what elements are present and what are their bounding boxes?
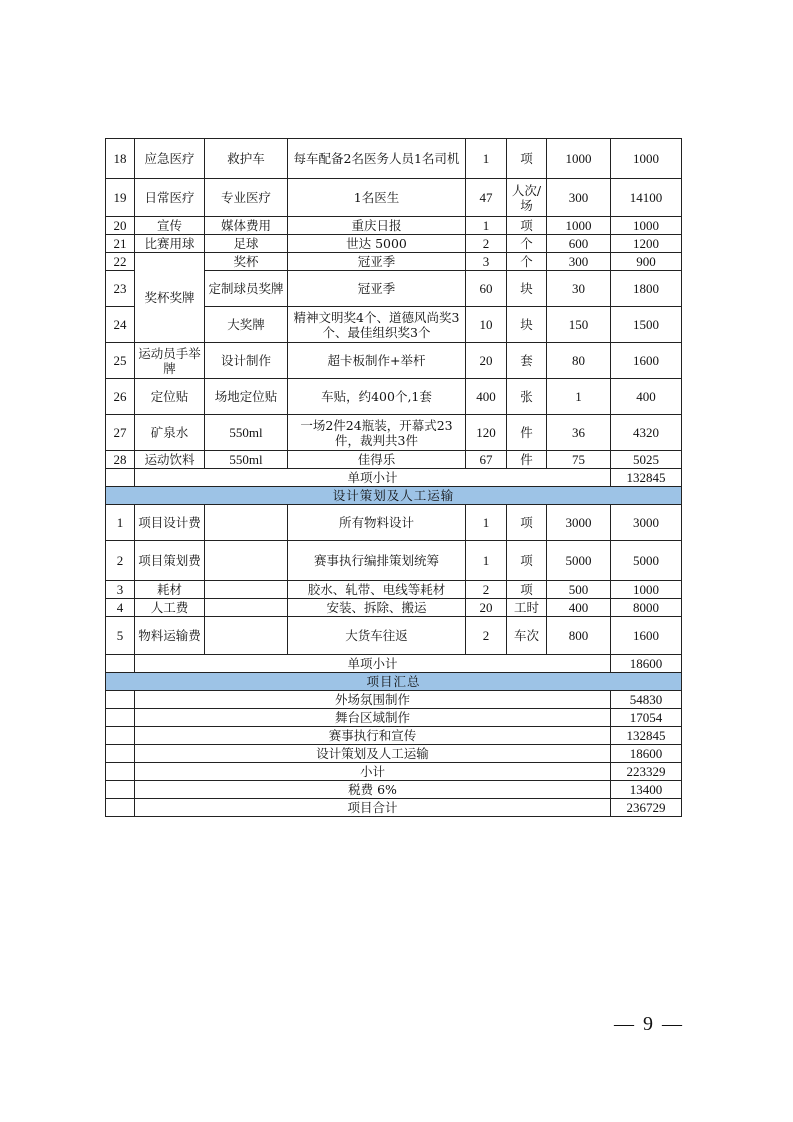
empty-cell xyxy=(106,745,135,763)
total-cell: 1800 xyxy=(611,271,682,307)
unit-cell: 件 xyxy=(507,451,547,469)
table-row xyxy=(106,617,682,655)
table-row xyxy=(106,217,682,235)
item-cell: 550ml xyxy=(205,451,288,469)
table-row xyxy=(106,415,682,451)
item-cell: 场地定位贴 xyxy=(205,379,288,415)
empty-cell xyxy=(106,781,135,799)
category-cell: 人工费 xyxy=(135,599,205,617)
qty-cell: 3 xyxy=(466,253,507,271)
category-cell: 日常医疗 xyxy=(135,179,205,217)
subtotal-label: 单项小计 xyxy=(135,469,611,487)
row-number: 20 xyxy=(106,217,135,235)
total-cell: 400 xyxy=(611,379,682,415)
unit-cell: 个 xyxy=(507,235,547,253)
table-row xyxy=(106,379,682,415)
item-cell xyxy=(205,581,288,599)
spec-cell: 所有物料设计 xyxy=(288,505,466,541)
qty-cell: 10 xyxy=(466,307,507,343)
row-number: 5 xyxy=(106,617,135,655)
category-cell: 奖杯奖牌 xyxy=(135,253,205,343)
section-header-row xyxy=(106,673,682,691)
summary-label: 项目合计 xyxy=(135,799,611,817)
total-cell: 1000 xyxy=(611,217,682,235)
budget-table xyxy=(105,138,682,817)
item-cell: 专业医疗 xyxy=(205,179,288,217)
table-row xyxy=(106,343,682,379)
summary-label: 舞台区域制作 xyxy=(135,709,611,727)
section-title: 设计策划及人工运输 xyxy=(106,487,682,505)
price-cell: 300 xyxy=(547,179,611,217)
unit-cell: 套 xyxy=(507,343,547,379)
summary-row xyxy=(106,745,682,763)
spec-cell: 每车配备2名医务人员1名司机 xyxy=(288,139,466,179)
summary-row xyxy=(106,799,682,817)
total-cell: 1600 xyxy=(611,617,682,655)
price-cell: 75 xyxy=(547,451,611,469)
unit-cell: 人次/场 xyxy=(507,179,547,217)
unit-cell: 工时 xyxy=(507,599,547,617)
summary-label: 小计 xyxy=(135,763,611,781)
unit-cell: 项 xyxy=(507,541,547,581)
row-number: 28 xyxy=(106,451,135,469)
section-header-row xyxy=(106,487,682,505)
row-number: 1 xyxy=(106,505,135,541)
price-cell: 300 xyxy=(547,253,611,271)
empty-cell xyxy=(106,799,135,817)
qty-cell: 67 xyxy=(466,451,507,469)
empty-cell xyxy=(106,727,135,745)
item-cell: 定制球员奖牌 xyxy=(205,271,288,307)
row-number: 27 xyxy=(106,415,135,451)
qty-cell: 120 xyxy=(466,415,507,451)
qty-cell: 400 xyxy=(466,379,507,415)
row-number: 19 xyxy=(106,179,135,217)
total-cell: 3000 xyxy=(611,505,682,541)
category-cell: 定位贴 xyxy=(135,379,205,415)
summary-label: 设计策划及人工运输 xyxy=(135,745,611,763)
unit-cell: 件 xyxy=(507,415,547,451)
table-row xyxy=(106,541,682,581)
table-row xyxy=(106,235,682,253)
unit-cell: 项 xyxy=(507,217,547,235)
qty-cell: 20 xyxy=(466,599,507,617)
price-cell: 36 xyxy=(547,415,611,451)
price-cell: 80 xyxy=(547,343,611,379)
category-cell: 应急医疗 xyxy=(135,139,205,179)
item-cell: 550ml xyxy=(205,415,288,451)
total-cell: 8000 xyxy=(611,599,682,617)
item-cell: 足球 xyxy=(205,235,288,253)
subtotal-value: 132845 xyxy=(611,469,682,487)
unit-cell: 块 xyxy=(507,271,547,307)
row-number: 2 xyxy=(106,541,135,581)
summary-row xyxy=(106,691,682,709)
qty-cell: 1 xyxy=(466,505,507,541)
table-row xyxy=(106,581,682,599)
spec-cell: 冠亚季 xyxy=(288,253,466,271)
category-cell: 耗材 xyxy=(135,581,205,599)
summary-value: 223329 xyxy=(611,763,682,781)
summary-value: 13400 xyxy=(611,781,682,799)
summary-value: 236729 xyxy=(611,799,682,817)
total-cell: 4320 xyxy=(611,415,682,451)
price-cell: 1000 xyxy=(547,139,611,179)
row-number: 4 xyxy=(106,599,135,617)
price-cell: 150 xyxy=(547,307,611,343)
spec-cell: 超卡板制作+举杆 xyxy=(288,343,466,379)
category-cell: 矿泉水 xyxy=(135,415,205,451)
total-cell: 5000 xyxy=(611,541,682,581)
qty-cell: 2 xyxy=(466,581,507,599)
price-cell: 3000 xyxy=(547,505,611,541)
subtotal-row xyxy=(106,469,682,487)
qty-cell: 60 xyxy=(466,271,507,307)
spec-cell: 1名医生 xyxy=(288,179,466,217)
spec-cell: 冠亚季 xyxy=(288,271,466,307)
price-cell: 600 xyxy=(547,235,611,253)
price-cell: 30 xyxy=(547,271,611,307)
row-number: 25 xyxy=(106,343,135,379)
table-row xyxy=(106,599,682,617)
item-cell: 奖杯 xyxy=(205,253,288,271)
row-number: 24 xyxy=(106,307,135,343)
unit-cell: 块 xyxy=(507,307,547,343)
table-row xyxy=(106,451,682,469)
row-number: 21 xyxy=(106,235,135,253)
qty-cell: 2 xyxy=(466,235,507,253)
category-cell: 项目设计费 xyxy=(135,505,205,541)
qty-cell: 47 xyxy=(466,179,507,217)
category-cell: 宣传 xyxy=(135,217,205,235)
item-cell xyxy=(205,541,288,581)
row-number: 3 xyxy=(106,581,135,599)
unit-cell: 张 xyxy=(507,379,547,415)
empty-cell xyxy=(106,469,135,487)
item-cell: 救护车 xyxy=(205,139,288,179)
total-cell: 1500 xyxy=(611,307,682,343)
spec-cell: 赛事执行编排策划统筹 xyxy=(288,541,466,581)
summary-row xyxy=(106,763,682,781)
subtotal-value: 18600 xyxy=(611,655,682,673)
item-cell: 设计制作 xyxy=(205,343,288,379)
section-title: 项目汇总 xyxy=(106,673,682,691)
empty-cell xyxy=(106,763,135,781)
row-number: 23 xyxy=(106,271,135,307)
unit-cell: 项 xyxy=(507,139,547,179)
summary-label: 税费 6% xyxy=(135,781,611,799)
qty-cell: 2 xyxy=(466,617,507,655)
total-cell: 1600 xyxy=(611,343,682,379)
price-cell: 1 xyxy=(547,379,611,415)
category-cell: 运动饮料 xyxy=(135,451,205,469)
unit-cell: 项 xyxy=(507,581,547,599)
row-number: 18 xyxy=(106,139,135,179)
table-row xyxy=(106,253,682,271)
price-cell: 800 xyxy=(547,617,611,655)
spec-cell: 大货车往返 xyxy=(288,617,466,655)
unit-cell: 车次 xyxy=(507,617,547,655)
qty-cell: 1 xyxy=(466,217,507,235)
price-cell: 5000 xyxy=(547,541,611,581)
spec-cell: 佳得乐 xyxy=(288,451,466,469)
total-cell: 900 xyxy=(611,253,682,271)
item-cell xyxy=(205,505,288,541)
qty-cell: 1 xyxy=(466,541,507,581)
summary-value: 54830 xyxy=(611,691,682,709)
price-cell: 500 xyxy=(547,581,611,599)
qty-cell: 20 xyxy=(466,343,507,379)
price-cell: 1000 xyxy=(547,217,611,235)
total-cell: 1000 xyxy=(611,581,682,599)
total-cell: 1200 xyxy=(611,235,682,253)
category-cell: 物料运输费 xyxy=(135,617,205,655)
category-cell: 运动员手举牌 xyxy=(135,343,205,379)
unit-cell: 项 xyxy=(507,505,547,541)
summary-label: 外场氛围制作 xyxy=(135,691,611,709)
category-cell: 项目策划费 xyxy=(135,541,205,581)
spec-cell: 重庆日报 xyxy=(288,217,466,235)
unit-cell: 个 xyxy=(507,253,547,271)
subtotal-label: 单项小计 xyxy=(135,655,611,673)
summary-label: 赛事执行和宣传 xyxy=(135,727,611,745)
row-number: 22 xyxy=(106,253,135,271)
summary-row xyxy=(106,781,682,799)
total-cell: 14100 xyxy=(611,179,682,217)
price-cell: 400 xyxy=(547,599,611,617)
row-number: 26 xyxy=(106,379,135,415)
table-row xyxy=(106,179,682,217)
item-cell: 媒体费用 xyxy=(205,217,288,235)
item-cell: 大奖牌 xyxy=(205,307,288,343)
subtotal-row xyxy=(106,655,682,673)
summary-value: 17054 xyxy=(611,709,682,727)
qty-cell: 1 xyxy=(466,139,507,179)
spec-cell: 一场2件24瓶装，开幕式23件，裁判共3件 xyxy=(288,415,466,451)
table-row xyxy=(106,139,682,179)
empty-cell xyxy=(106,709,135,727)
total-cell: 5025 xyxy=(611,451,682,469)
summary-row xyxy=(106,727,682,745)
page-number: — 9 — xyxy=(614,1013,684,1035)
summary-value: 18600 xyxy=(611,745,682,763)
category-cell: 比赛用球 xyxy=(135,235,205,253)
spec-cell: 世达 5000 xyxy=(288,235,466,253)
spec-cell: 胶水、轧带、电线等耗材 xyxy=(288,581,466,599)
summary-value: 132845 xyxy=(611,727,682,745)
table-row xyxy=(106,505,682,541)
item-cell xyxy=(205,599,288,617)
spec-cell: 车贴，约400个,1套 xyxy=(288,379,466,415)
summary-row xyxy=(106,709,682,727)
item-cell xyxy=(205,617,288,655)
empty-cell xyxy=(106,655,135,673)
spec-cell: 精神文明奖4个、道德风尚奖3个、最佳组织奖3个 xyxy=(288,307,466,343)
empty-cell xyxy=(106,691,135,709)
total-cell: 1000 xyxy=(611,139,682,179)
spec-cell: 安装、拆除、搬运 xyxy=(288,599,466,617)
